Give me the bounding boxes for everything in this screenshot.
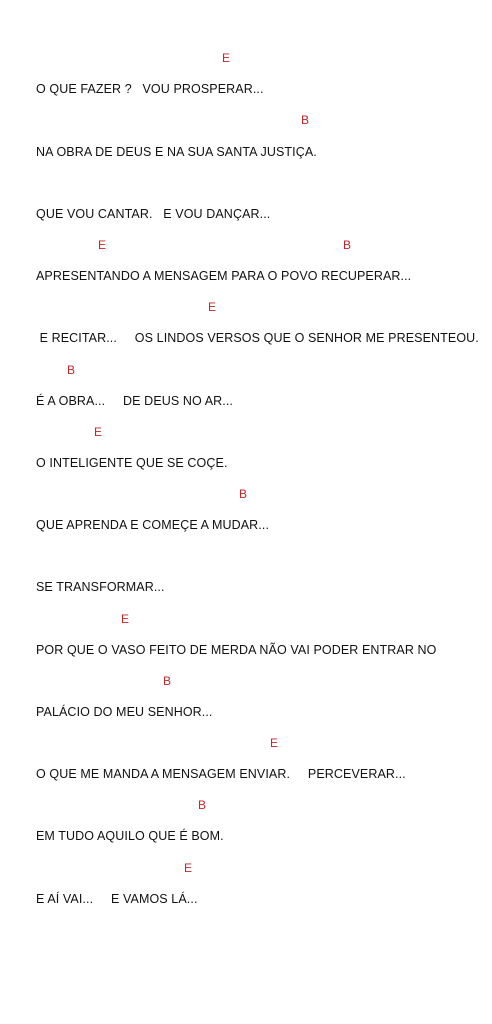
chord-label: E: [222, 51, 231, 65]
lyric-line: O INTELIGENTE QUE SE COÇE.: [36, 456, 228, 470]
lyric-line: E AÍ VAI... E VAMOS LÁ...: [36, 892, 198, 906]
lyric-line: O QUE FAZER ? VOU PROSPERAR...: [36, 82, 264, 96]
lyric-line: PALÁCIO DO MEU SENHOR...: [36, 705, 213, 719]
chord-label: E: [94, 425, 103, 439]
lyric-line: E RECITAR... OS LINDOS VERSOS QUE O SENHOR ME PRESENTEOU.: [36, 331, 479, 345]
chord-label: B: [239, 487, 248, 501]
chord-label: E: [208, 300, 217, 314]
lyric-line: É A OBRA... DE DEUS NO AR...: [36, 394, 234, 408]
chord-label: B: [163, 674, 172, 688]
lyric-line: QUE VOU CANTAR. E VOU DANÇAR...: [36, 207, 271, 221]
lyric-line: NA OBRA DE DEUS E NA SUA SANTA JUSTIÇA.: [36, 145, 317, 159]
chord-label: B: [343, 238, 352, 252]
chord-label: B: [67, 363, 76, 377]
chord-label: B: [198, 798, 207, 812]
chord-label: B: [301, 113, 310, 127]
chord-label: E: [98, 238, 107, 252]
lyric-line: EM TUDO AQUILO QUE É BOM.: [36, 829, 224, 843]
lyric-line: SE TRANSFORMAR...: [36, 580, 165, 594]
chord-label: E: [270, 736, 279, 750]
lyric-line: APRESENTANDO A MENSAGEM PARA O POVO RECUPERAR...: [36, 269, 412, 283]
chord-label: E: [121, 612, 130, 626]
lyric-line: QUE APRENDA E COMEÇE A MUDAR...: [36, 518, 270, 532]
lyric-line: POR QUE O VASO FEITO DE MERDA NÃO VAI PODER ENTRAR NO: [36, 643, 437, 657]
lyric-line: O QUE ME MANDA A MENSAGEM ENVIAR. PERCEVERAR...: [36, 767, 406, 781]
chord-label: E: [184, 861, 193, 875]
